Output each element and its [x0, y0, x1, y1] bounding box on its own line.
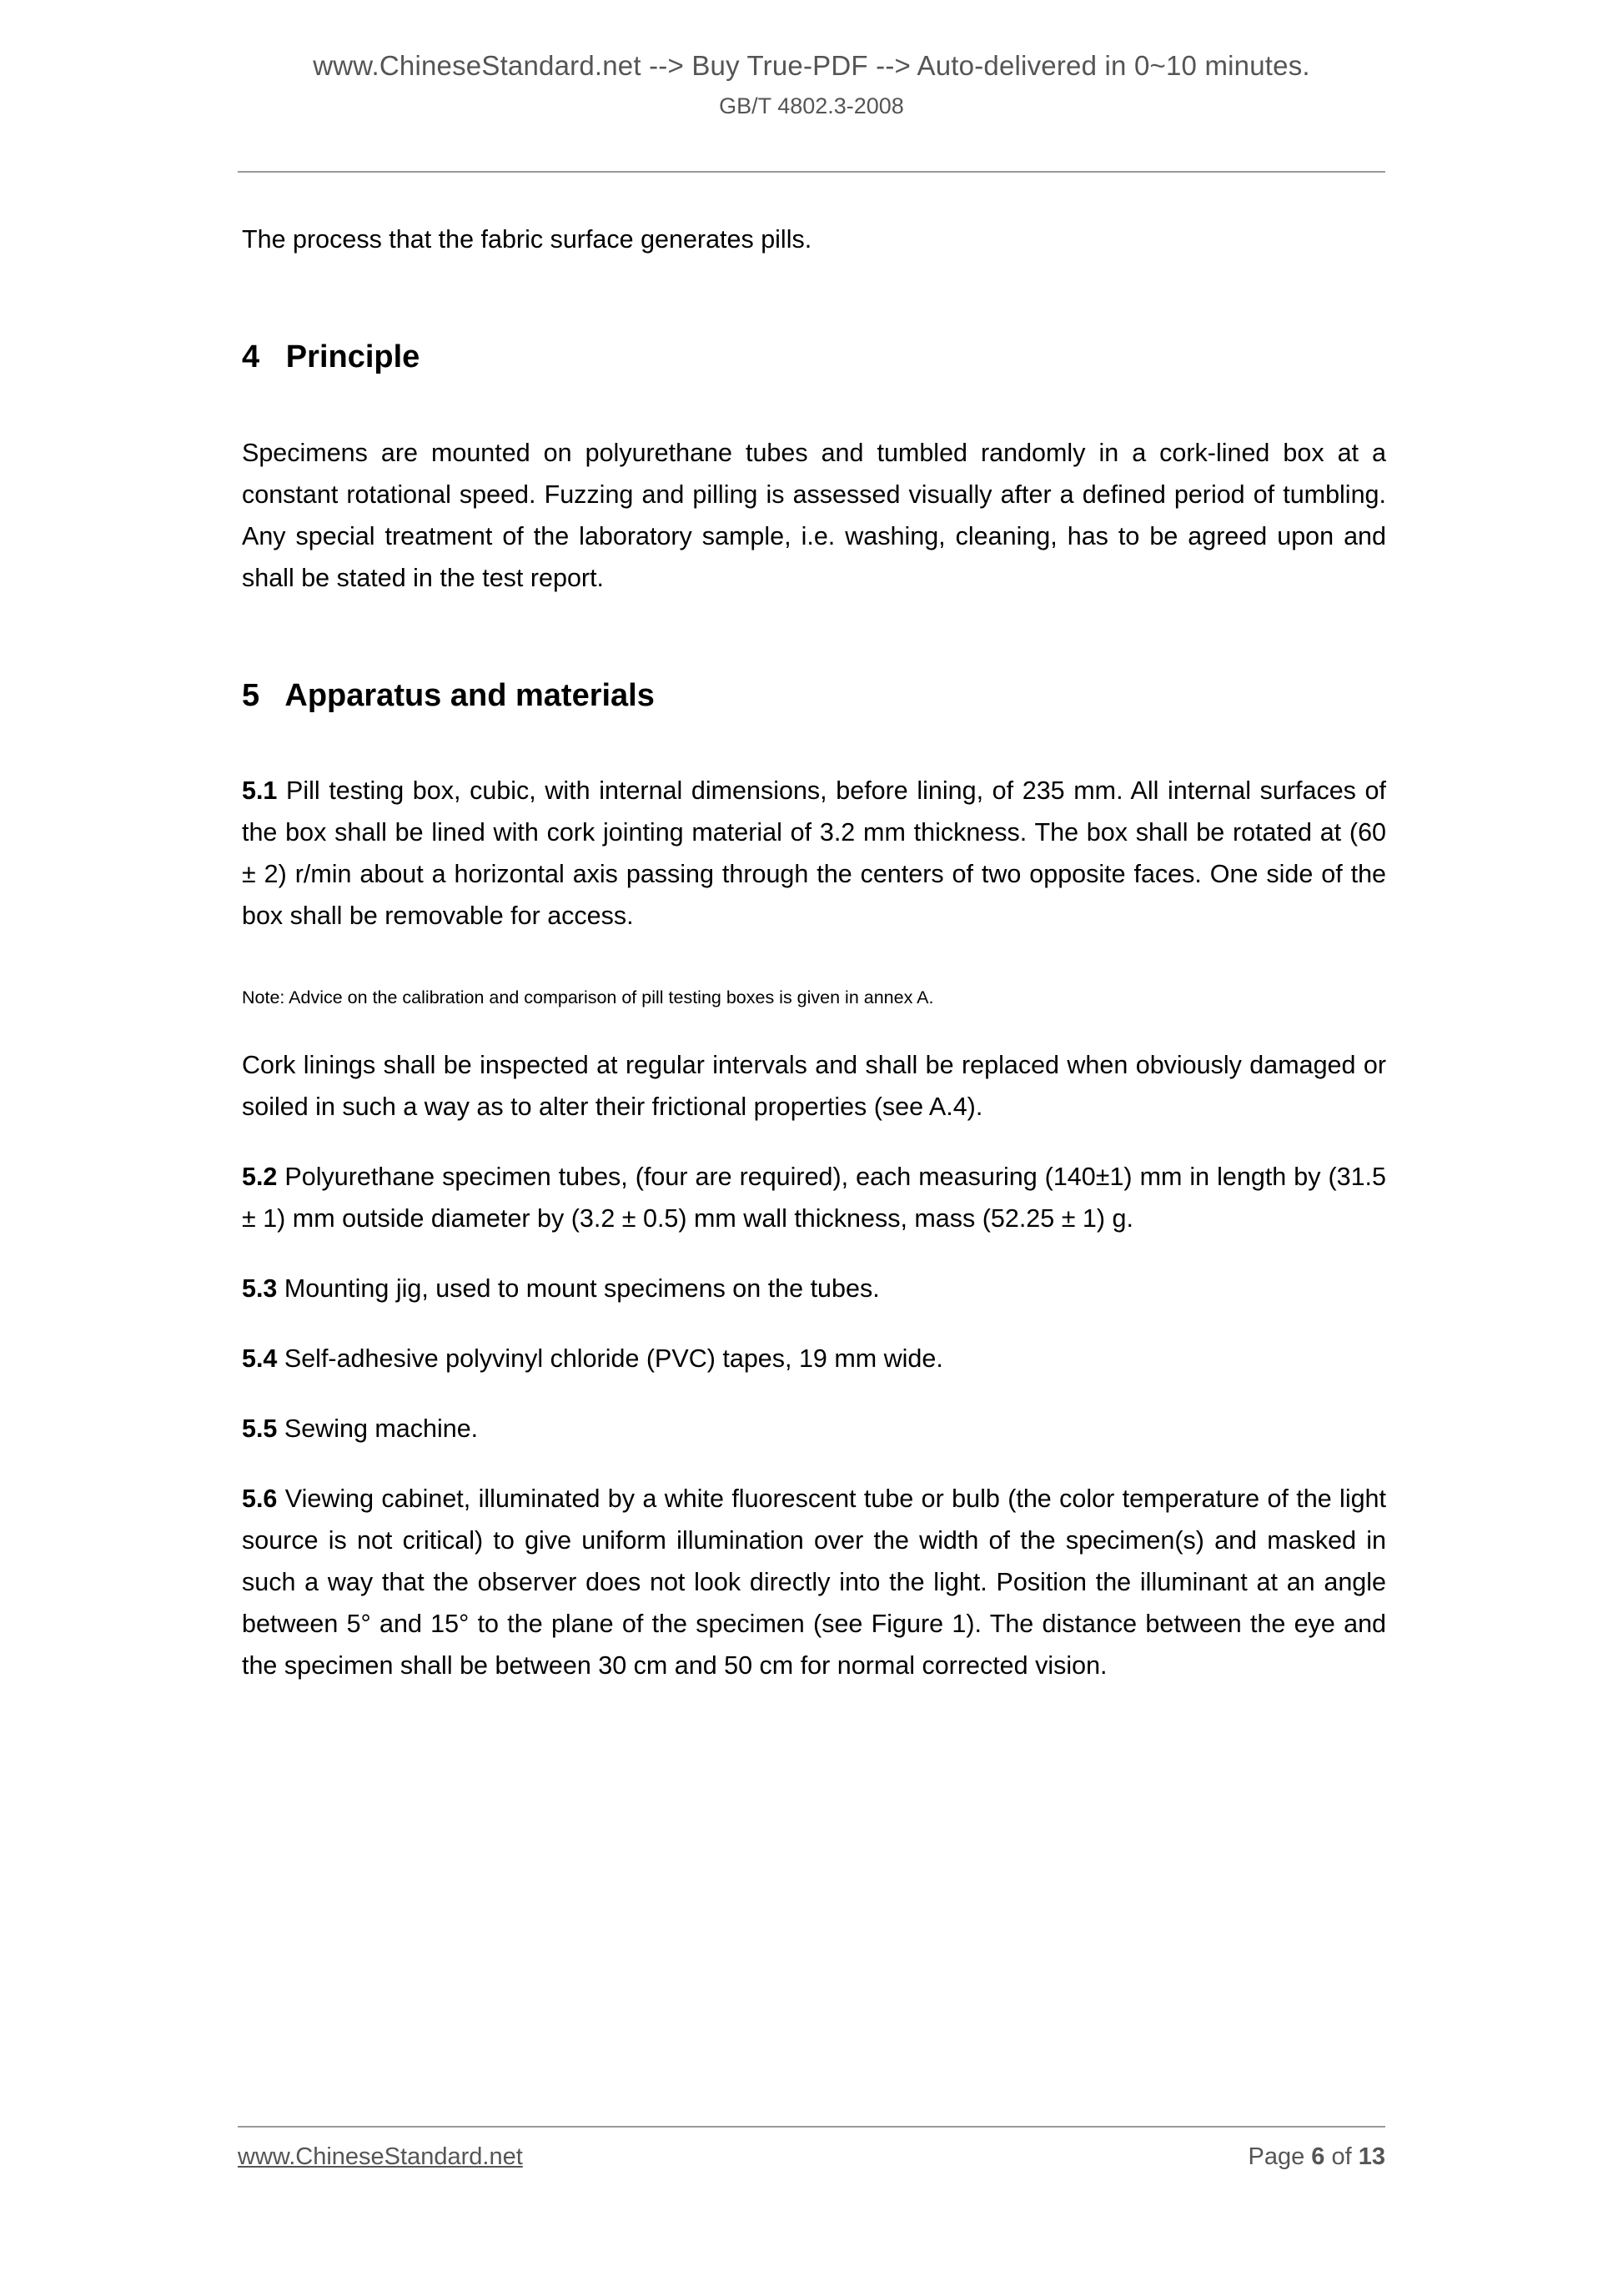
clause-5-2	[242, 1156, 1386, 1239]
clause-5-2-text: Polyurethane specimen tubes, (four are required), each measuring (140±1) mm in length by (31.5 ± 1) mm outside diameter by (3.2 ± 0.5) mm wall thickness, mass (52.25 ± 1) g.	[242, 1163, 1386, 1233]
intro-paragraph: The process that the fabric surface generates pills.	[242, 225, 812, 254]
clause-5-3-number: 5.3	[242, 1274, 278, 1304]
header-divider	[238, 171, 1385, 173]
heading-spacer-above-4	[242, 289, 1386, 339]
section-heading-5-apparatus-and-materials: 5 Apparatus and materials	[242, 677, 655, 713]
clause-5-1	[242, 770, 1386, 937]
note-spacer	[242, 965, 1386, 985]
clause-5-5	[242, 1408, 1386, 1449]
clause-5-3	[242, 1268, 1386, 1309]
clause-5-5-number: 5.5	[242, 1414, 278, 1444]
clause-5-6-text: Viewing cabinet, illuminated by a white fluorescent tube or bulb (the color temperature of the light source is not critical) to give uniform illumination over the width of the specimen(s) and masked in such a way that the observer does not look directly into the light. Position the illuminant at an angle between 5° and 15° to the plane of the specimen (see Figure 1). The distance between the eye and the specimen shall be between 30 cm and 50 cm for normal corrected vision.	[242, 1485, 1386, 1681]
footer-website-link[interactable]: www.ChineseStandard.net	[238, 2143, 523, 2170]
clause-5-5-text: Sewing machine.	[277, 1414, 479, 1444]
header-standard-code: GB/T 4802.3-2008	[719, 93, 904, 119]
header-promo-text: www.ChineseStandard.net --> Buy True-PDF --> Auto-delivered in 0~10 minutes.	[313, 50, 1310, 81]
heading-spacer-below-5	[242, 715, 1386, 770]
page-header	[238, 48, 1385, 120]
clause-5-6-number: 5.6	[242, 1485, 278, 1514]
footer-divider	[238, 2126, 1385, 2128]
clause-5-1-text: Pill testing box, cubic, with internal dimensions, before lining, of 235 mm. All internal surfaces of the box shall be lined with cork jointing material of 3.2 mm thickness. The box shall be rotated at (60 ± 2) r/min about a horizontal axis passing through the centers of two opposite faces. One side of the box shall be removable for access.	[242, 776, 1386, 931]
section-4-paragraph: Specimens are mounted on polyurethane tubes and tumbled randomly in a cork-lined box at a constant rotational speed. Fuzzing and pilling is assessed visually after a defined period of tumbling. Any special treatment of the laboratory sample, i.e. washing, cleaning, has to be agreed upon and shall be stated in the test report.	[242, 438, 1386, 592]
clause-5-4-text: Self-adhesive polyvinyl chloride (PVC) tapes, 19 mm wide.	[277, 1344, 943, 1374]
document-body	[242, 219, 1386, 1715]
heading-spacer-below-4	[242, 377, 1386, 432]
clause-5-2-number: 5.2	[242, 1163, 278, 1192]
footer-page-number: 6	[1311, 2143, 1325, 2170]
note-annex-a: Note: Advice on the calibration and comparison of pill testing boxes is given in annex A.	[242, 987, 934, 1008]
section-heading-4-principle: 4 Principle	[242, 339, 420, 374]
footer-page-of: of	[1324, 2143, 1359, 2170]
footer-page-total: 13	[1358, 2143, 1385, 2170]
heading-spacer-above-5	[242, 627, 1386, 677]
cork-linings-paragraph: Cork linings shall be inspected at regular intervals and shall be replaced when obviously damaged or soiled in such a way as to alter their frictional properties (see A.4).	[242, 1051, 1386, 1122]
page-footer	[238, 2143, 1385, 2171]
clause-5-4	[242, 1338, 1386, 1379]
clause-5-4-number: 5.4	[242, 1344, 278, 1374]
footer-page-label: Page	[1248, 2143, 1312, 2170]
clause-5-1-number: 5.1	[242, 776, 278, 806]
clause-5-3-text: Mounting jig, used to mount specimens on the tubes.	[277, 1274, 880, 1304]
clause-5-6	[242, 1478, 1386, 1686]
footer-page-indicator	[1248, 2143, 1385, 2171]
